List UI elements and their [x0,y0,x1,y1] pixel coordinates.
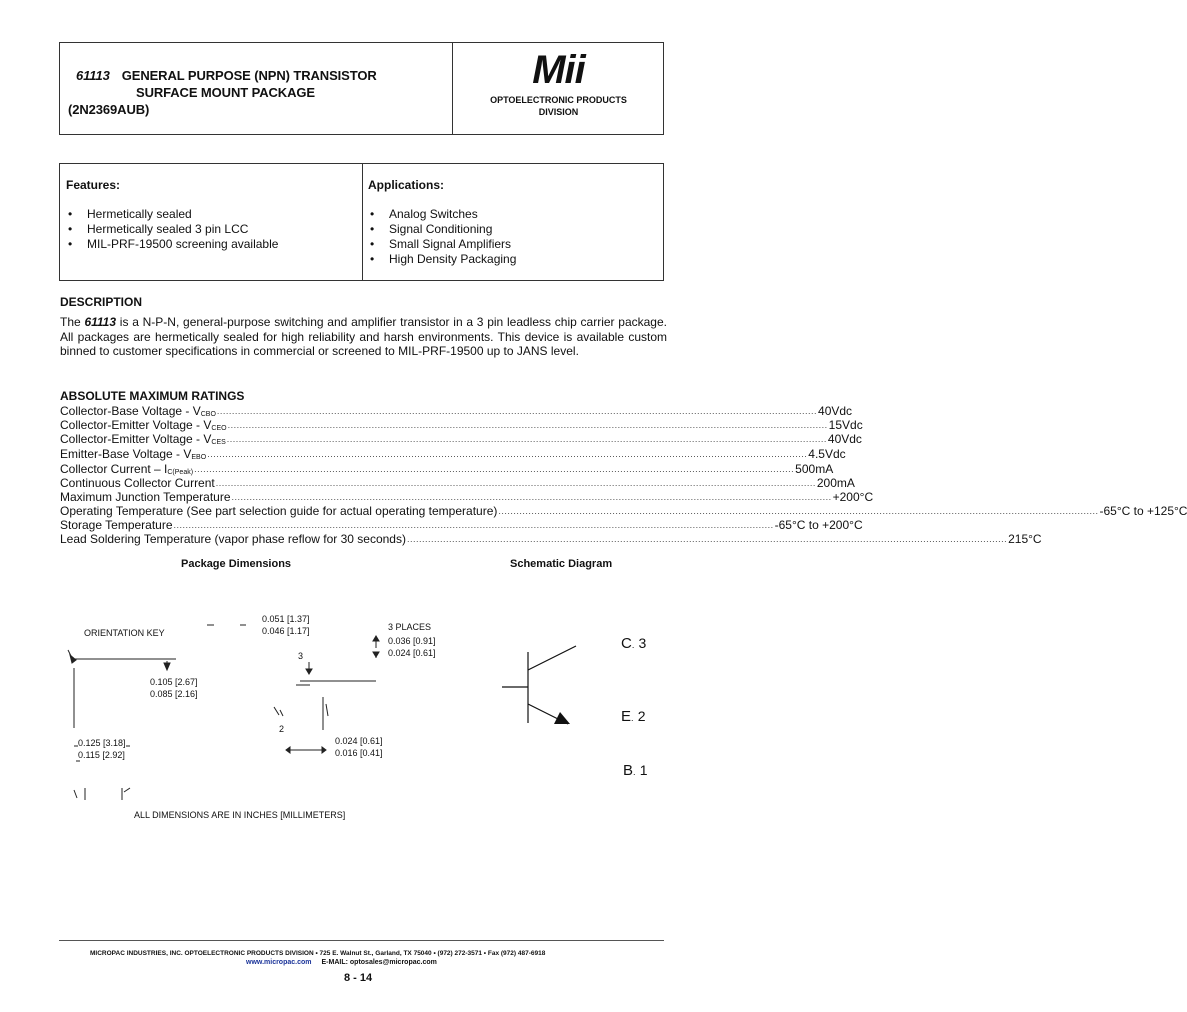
rating-leader-dots: ........................................................................................................................................................................................................ [173,520,774,530]
rating-value: 500mA [795,462,834,476]
rating-label-subscript: CBO [200,411,216,418]
rating-leader-dots: ........................................................................................................................................................................................................ [226,434,827,444]
three-places-label: 3 PLACES [388,622,432,632]
description-heading: DESCRIPTION [60,295,143,309]
package-heading: Package Dimensions [181,558,292,570]
rating-leader-dots: ........................................................................................................................................................................................................ [194,464,795,474]
base-letter: B [623,762,634,779]
rating-label [60,432,226,446]
list-item: • Hermetically sealed [66,207,356,222]
rating-row [60,462,834,476]
features-applications-box [59,163,664,281]
rating-label [60,532,406,546]
dim-a1: 0.051 [1.37] [262,614,310,624]
rating-leader-dots: ........................................................................................................................................................................................................ [215,478,816,488]
rating-label [60,518,173,532]
features-heading: Features: [66,178,121,192]
footer-contact [246,958,437,968]
title-line1: GENERAL PURPOSE (NPN) TRANSISTOR [121,68,377,83]
title-line2: SURFACE MOUNT PACKAGE [136,85,315,100]
dim-d2: 0.115 [2.92] [78,750,125,760]
applications-list [368,207,658,267]
dim-d1: 0.125 [3.18] [78,738,126,748]
dim-a2: 0.046 [1.17] [262,626,310,636]
rating-leader-dots: ........................................................................................................................................................................................................ [227,420,828,430]
collector-label: C. 3 [621,635,647,652]
rating-label-text: Continuous Collector Current [60,476,215,490]
schematic-heading: Schematic Diagram [510,558,613,570]
dim-c1: 0.105 [2.67] [150,677,198,687]
rating-value: +200°C [832,490,874,504]
footer-rule [59,940,664,941]
rating-value: 40Vdc [818,404,853,418]
footer-website[interactable]: www.micropac.com [246,959,312,966]
rating-row [60,404,853,418]
company-logo: Mii [532,48,585,92]
rating-label-text: Maximum Junction Temperature [60,490,231,504]
rating-leader-dots: ........................................................................................................................................................................................................ [231,492,832,502]
rating-value: 4.5Vdc [808,447,846,461]
rating-label-text: Operating Temperature (See part selection guide for actual operating temperature) [60,504,498,518]
rating-label [60,490,231,504]
header-box [59,42,664,135]
rating-value: 215°C [1008,532,1042,546]
rating-value: 40Vdc [827,432,862,446]
description-prefix: The [60,315,85,329]
rating-leader-dots: ........................................................................................................................................................................................................ [498,506,1099,516]
list-item: • MIL-PRF-19500 screening available [66,237,356,252]
rating-row [60,447,846,461]
list-item: • Analog Switches [368,207,658,222]
footer-email[interactable]: optosales@micropac.com [349,959,437,966]
applications-heading: Applications: [368,178,445,192]
rating-row [60,532,1042,546]
title-line3: (2N2369AUB) [68,102,150,117]
collector-pin: 3 [638,635,647,651]
rating-label [60,462,193,476]
rating-label-text: Collector-Emitter Voltage - V [60,418,212,432]
rating-label [60,476,215,490]
dim-b2: 0.024 [0.61] [388,648,436,658]
orientation-key-label: ORIENTATION KEY [84,628,165,638]
rating-value: 15Vdc [828,418,863,432]
list-item: • Signal Conditioning [368,222,658,237]
rating-label [60,447,206,461]
emitter-pin: 2 [637,708,646,724]
rating-label [60,504,497,518]
footer-email-label: E-MAIL: [321,959,348,966]
dim-c2: 0.085 [2.16] [150,689,198,699]
base-label: B. 1 [623,762,648,779]
collector-letter: C [621,635,632,652]
rating-leader-dots: ........................................................................................................................................................................................................ [216,406,818,416]
package-drawing [60,600,410,810]
rating-label-text: Lead Soldering Temperature (vapor phase reflow for 30 seconds) [60,532,406,546]
rating-value: 200mA [816,476,855,490]
page-number: 8 - 14 [344,972,373,984]
rating-label-subscript: CES [211,439,226,446]
rating-label-text: Collector Current – I [60,462,168,476]
features-list [66,207,356,252]
dim-b1: 0.036 [0.91] [388,636,436,646]
rating-label [60,404,216,418]
applications-section [368,178,658,267]
rating-leader-dots: ........................................................................................................................................................................................................ [207,449,808,459]
rating-row [60,518,863,532]
rating-row [60,504,1187,518]
bottom-mark1 [74,790,77,798]
rating-row [60,432,862,446]
rating-row [60,490,874,504]
ratings-heading: ABSOLUTE MAXIMUM RATINGS [60,389,245,403]
pin2-label: 2 [279,724,285,734]
dim-e1: 0.024 [0.61] [335,736,383,746]
division-line1: OPTOELECTRONIC PRODUCTS [490,95,627,105]
rating-label-text: Emitter-Base Voltage - V [60,447,192,461]
rating-value: -65°C to +125°C [1099,504,1187,518]
base-pin: 1 [639,762,648,778]
dim-e2: 0.016 [0.41] [335,748,383,758]
rating-leader-dots: ........................................................................................................................................................................................................ [406,534,1008,544]
collector-lead [528,646,576,670]
footer-company: MICROPAC INDUSTRIES, INC. OPTOELECTRONIC PRODUCTS DIVISION • 725 E. Walnut St., Garland, TX 75040 • (972) 272-3571 • Fax (972) 487-6918 [90,950,546,957]
list-item: • Hermetically sealed 3 pin LCC [66,222,356,237]
list-item: • High Density Packaging [368,252,658,267]
rating-row [60,476,855,490]
pin3-label: 3 [298,651,304,661]
rating-label-subscript: EBO [191,454,207,461]
list-item: • Small Signal Amplifiers [368,237,658,252]
division-line2: DIVISION [538,107,579,117]
emitter-letter: E [621,708,632,725]
description-text [60,315,667,359]
part-number: 61113 [76,68,110,83]
rating-row [60,418,863,432]
rating-label-subscript: CEO [211,425,227,432]
rating-label-text: Collector-Emitter Voltage - V [60,432,212,446]
description-part: 61113 [84,315,117,329]
bottom-mark4 [124,788,130,792]
rating-value: -65°C to +200°C [774,518,863,532]
rating-label-text: Storage Temperature [60,518,173,532]
features-section [66,178,356,252]
rating-label [60,418,227,432]
rating-label-subscript: C(Peak) [167,469,194,476]
emitter-label: E. 2 [621,708,646,725]
division-name [453,94,664,118]
box-divider [362,164,363,280]
rating-label-text: Collector-Base Voltage - V [60,404,201,418]
description-body: is a N-P-N, general-purpose switching and amplifier transistor in a 3 pin leadless chip carrier package. All packages are hermetically sealed for high reliability and harsh environments. This device is available custom binned to customer specifications in commercial or screened to MIL-PRF-19500 up to JANS level. [60,315,667,358]
dimensions-note: ALL DIMENSIONS ARE IN INCHES [MILLIMETERS] [134,810,346,820]
pad2-mark [274,707,279,715]
part-title [68,67,446,118]
